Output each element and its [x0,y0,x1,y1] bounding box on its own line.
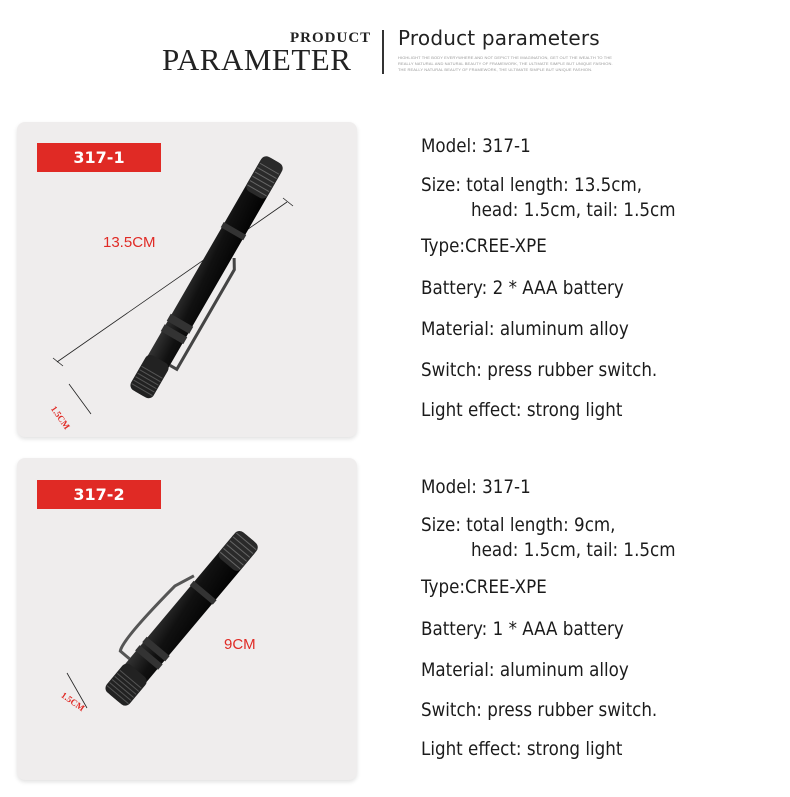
spec-light: Light effect: strong light [421,738,623,760]
spec-model: Model: 317-1 [421,135,531,157]
spec-material: Material: aluminum alloy [421,318,629,340]
length-label: 9CM [224,636,256,653]
header-title: Product parameters [398,26,600,50]
length-label: 13.5CM [103,234,156,251]
product-panel-317-2 [17,458,357,780]
header-fine-print: HIGHLIGHT THE BODY EVERYWHERE AND NOT DEPICT THE IMAGINATION, GET OUT THE WEALTH TO THE REALLY NATURAL AND NATURAL BEAUTY OF FRAMEWORK, THE ULTIMATE SIMPLE BUT UNIQUE FASHION. THE REALLY NATURAL BEAUTY OF FRAMEWORK, THE ULTIMATE SIMPLE BUT UNIQUE FASHION. [398,55,613,72]
spec-model: Model: 317-1 [421,476,531,498]
header-divider [382,30,384,74]
header-product: PRODUCT [290,30,372,46]
model-tag: 317-1 [37,143,161,172]
spec-size-cont: head: 1.5cm, tail: 1.5cm [471,199,676,221]
width-label: 1.5CM [59,690,87,714]
spec-size-cont: head: 1.5cm, tail: 1.5cm [471,539,676,561]
spec-type: Type:CREE-XPE [421,576,547,598]
model-tag: 317-2 [37,480,161,509]
flashlight-icon [17,122,357,437]
spec-light: Light effect: strong light [421,399,623,421]
header-parameter: PARAMETER [162,42,352,77]
spec-battery: Battery: 2 * AAA battery [421,277,624,299]
spec-switch: Switch: press rubber switch. [421,699,658,721]
width-label: 1.5CM [48,404,73,432]
spec-size: Size: total length: 9cm, [421,514,616,536]
spec-switch: Switch: press rubber switch. [421,359,658,381]
spec-material: Material: aluminum alloy [421,659,629,681]
spec-size: Size: total length: 13.5cm, [421,174,643,196]
spec-battery: Battery: 1 * AAA battery [421,618,624,640]
flashlight-icon [17,458,357,780]
header [160,22,630,84]
product-panel-317-1 [17,122,357,437]
spec-type: Type:CREE-XPE [421,235,547,257]
